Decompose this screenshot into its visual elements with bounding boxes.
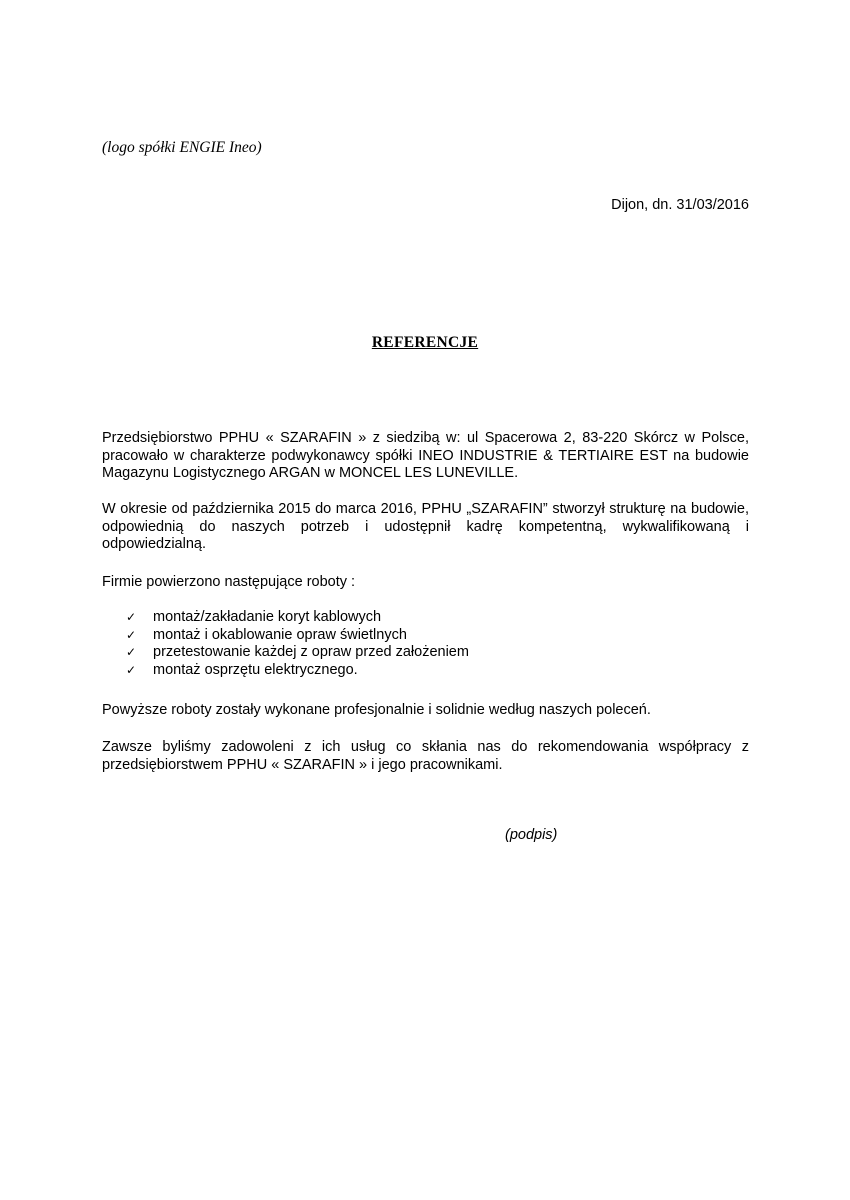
signature-placeholder: (podpis) — [505, 827, 558, 843]
logo-placeholder-note: (logo spółki ENGIE Ineo) — [102, 139, 262, 156]
document-title: REFERENCJE — [371, 334, 479, 351]
list-item — [126, 609, 469, 627]
list-item — [126, 644, 469, 662]
paragraph-quality: Powyższe roboty zostały wykonane profesjonalnie i solidnie według naszych poleceń. — [102, 702, 651, 718]
paragraph-works-intro: Firmie powierzono następujące roboty : — [102, 574, 356, 590]
checkmark-icon: ✓ — [126, 627, 137, 642]
works-list — [126, 609, 469, 679]
checkmark-icon: ✓ — [126, 645, 137, 659]
list-item-text: montaż osprzętu elektrycznego. — [153, 661, 358, 678]
list-item-text: montaż i okablowanie opraw świetlnych — [153, 626, 407, 643]
list-item — [126, 662, 469, 680]
paragraph-recommendation: Zawsze byliśmy zadowoleni z ich usług co skłania nas do rekomendowania współpracy z przedsiębiorstwem PPHU « SZARAFIN » i jego pracownikami. — [102, 739, 749, 773]
list-item-text: montaż/zakładanie koryt kablowych — [153, 609, 382, 625]
list-item — [126, 627, 469, 645]
paragraph-intro: Przedsiębiorstwo PPHU « SZARAFIN » z siedzibą w: ul Spacerowa 2, 83-220 Skórcz w Polsce, pracowało w charakterze podwykonawcy spółki INEO INDUSTRIE & TERTIAIRE EST na budowie Magazynu Logistycznego ARGAN w MONCEL LES LUNEVILLE. — [102, 430, 749, 481]
checkmark-icon: ✓ — [126, 610, 137, 624]
place-and-date: Dijon, dn. 31/03/2016 — [611, 197, 749, 213]
paragraph-period: W okresie od października 2015 do marca 2016, PPHU „SZARAFIN” stworzył strukturę na budowie, odpowiednią do naszych potrzeb i udostępnił kadrę kompetentną, wykwalifikowaną i odpowiedzialną. — [102, 501, 749, 552]
checkmark-icon: ✓ — [126, 662, 137, 677]
list-item-text: przetestowanie każdej z opraw przed założeniem — [153, 644, 469, 660]
